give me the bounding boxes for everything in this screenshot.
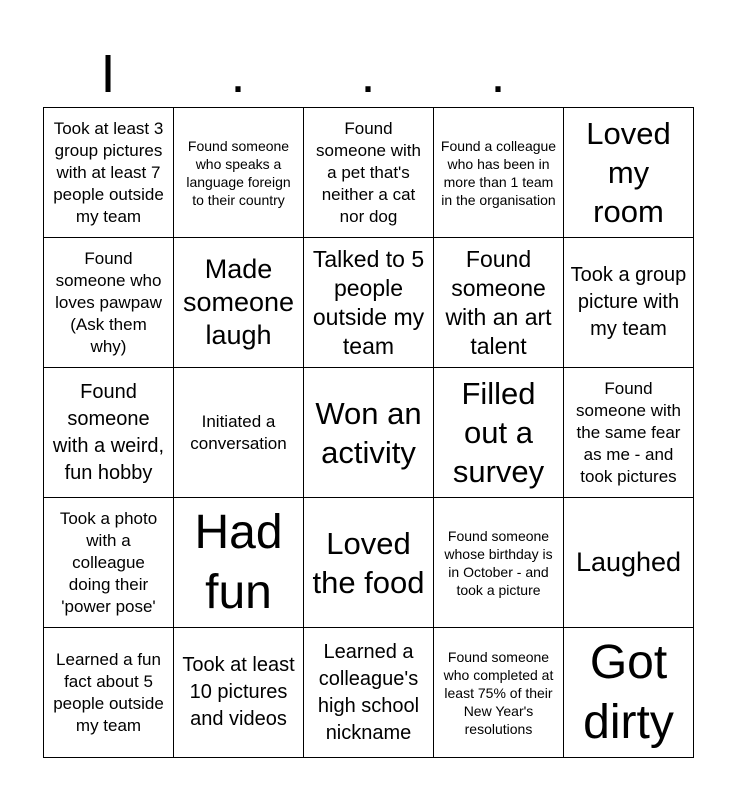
bingo-cell[interactable] xyxy=(174,238,304,368)
cell-text: Took at least 10 pictures and videos xyxy=(182,654,295,730)
bingo-header xyxy=(43,44,693,104)
bingo-cell[interactable] xyxy=(434,238,564,368)
cell-text: Learned a fun fact about 5 people outside my team xyxy=(53,649,164,735)
header-letter-2: . xyxy=(230,44,246,104)
cell-text: Took a group picture with my team xyxy=(570,264,687,340)
cell-text: Laughed xyxy=(575,547,682,577)
bingo-cell[interactable] xyxy=(44,628,174,758)
bingo-cell[interactable] xyxy=(304,108,434,238)
bingo-cell[interactable] xyxy=(564,498,694,628)
header-letter-4: . xyxy=(490,44,506,104)
bingo-cell[interactable] xyxy=(564,628,694,758)
header-letter-3: . xyxy=(360,44,376,104)
bingo-cell[interactable] xyxy=(44,368,174,498)
board-row xyxy=(44,628,694,758)
bingo-cell[interactable] xyxy=(434,368,564,498)
cell-text: Found someone with a weird, fun hobby xyxy=(52,380,165,484)
bingo-cell[interactable] xyxy=(304,238,434,368)
cell-text: Found someone whose birthday is in October - and took a picture xyxy=(444,527,553,598)
header-letter-1: I xyxy=(100,44,116,104)
bingo-cell[interactable] xyxy=(564,368,694,498)
cell-text: Took a photo with a colleague doing their 'power pose' xyxy=(59,508,158,616)
cell-text: Had fun xyxy=(194,505,283,619)
bingo-cell[interactable] xyxy=(44,498,174,628)
cell-text: Found someone who speaks a language foreign to their country xyxy=(186,137,291,208)
cell-text: Got dirty xyxy=(583,635,674,749)
cell-text: Filled out a survey xyxy=(452,376,545,489)
cell-text: Found someone with the same fear as me - and took pictures xyxy=(576,378,681,486)
board-row xyxy=(44,108,694,238)
bingo-cell[interactable] xyxy=(434,628,564,758)
bingo-cell[interactable] xyxy=(434,108,564,238)
cell-text: Found someone who completed at least 75% of their New Year's resolutions xyxy=(443,648,554,737)
board-row xyxy=(44,498,694,628)
cell-text: Found someone with an art talent xyxy=(445,245,552,359)
bingo-cell[interactable] xyxy=(44,108,174,238)
cell-text: Found a colleague who has been in more than 1 team in the organisation xyxy=(440,137,557,208)
bingo-cell[interactable] xyxy=(304,368,434,498)
bingo-board xyxy=(43,107,694,758)
bingo-cell[interactable] xyxy=(304,498,434,628)
cell-text: Found someone with a pet that's neither a cat nor dog xyxy=(316,118,421,226)
bingo-cell[interactable] xyxy=(564,238,694,368)
cell-text: Found someone who loves pawpaw (Ask them why) xyxy=(55,248,162,356)
cell-text: Made someone laugh xyxy=(182,254,295,350)
cell-text: Talked to 5 people outside my team xyxy=(312,245,425,359)
bingo-cell[interactable] xyxy=(174,628,304,758)
bingo-cell[interactable] xyxy=(174,368,304,498)
cell-text: Learned a colleague's high school nickname xyxy=(317,640,420,744)
board-row xyxy=(44,368,694,498)
board-row xyxy=(44,238,694,368)
bingo-cell[interactable] xyxy=(174,498,304,628)
bingo-cell[interactable] xyxy=(44,238,174,368)
cell-text: Won an activity xyxy=(315,395,422,470)
cell-text: Loved the food xyxy=(312,525,425,600)
cell-text: Took at least 3 group pictures with at least 7 people outside my team xyxy=(53,118,164,226)
bingo-cell[interactable] xyxy=(174,108,304,238)
cell-text: Loved my room xyxy=(586,116,671,229)
bingo-cell[interactable] xyxy=(434,498,564,628)
bingo-cell[interactable] xyxy=(564,108,694,238)
bingo-cell[interactable] xyxy=(304,628,434,758)
cell-text: Initiated a conversation xyxy=(190,411,287,453)
